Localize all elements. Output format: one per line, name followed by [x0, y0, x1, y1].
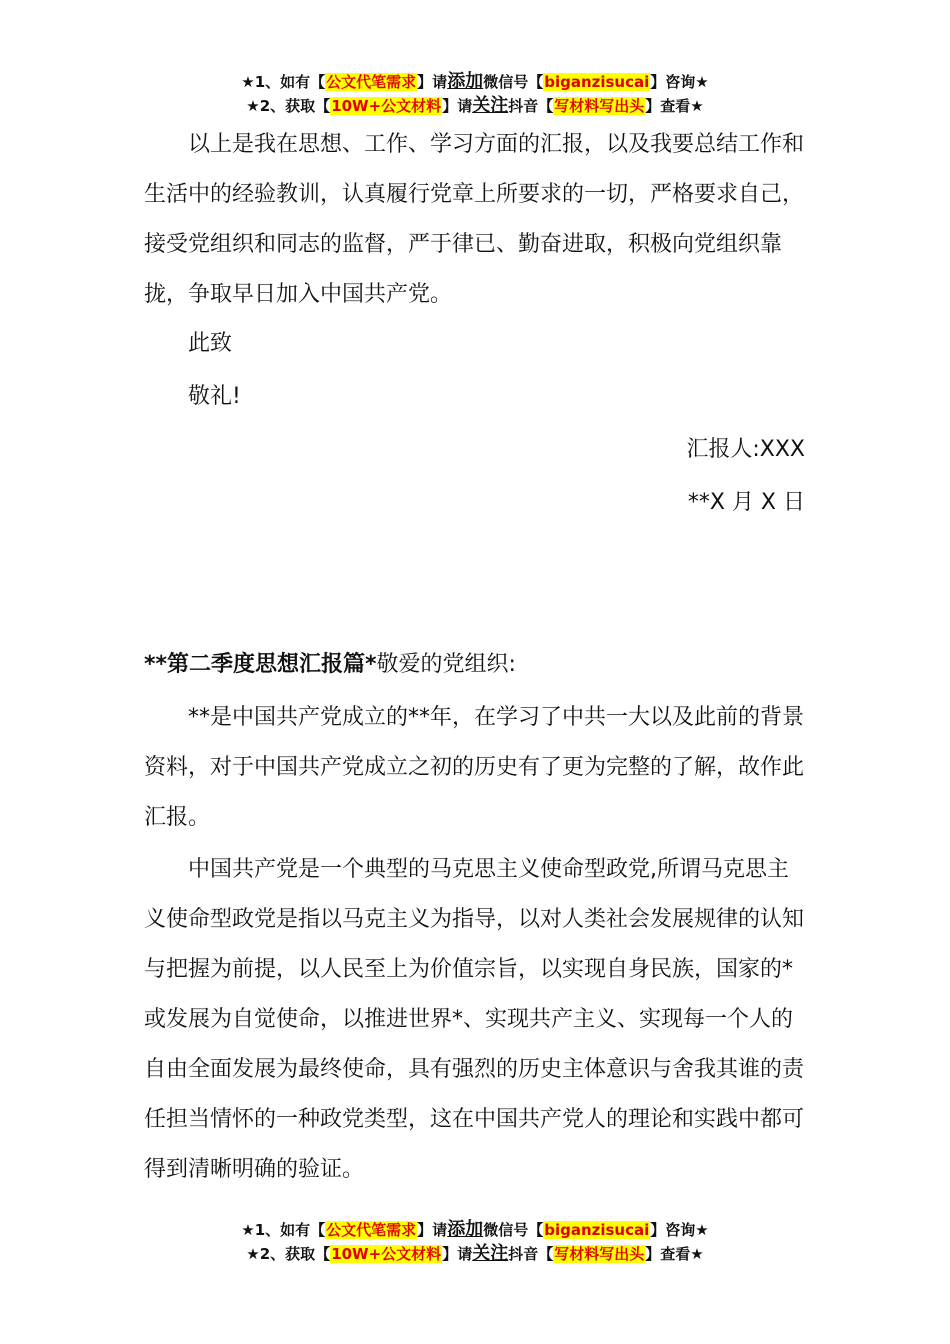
banner-line-2: ★2、获取【10W+公文材料】请关注抖音【写材料写出头】查看★ [246, 95, 704, 116]
banner-line-2: ★2、获取【10W+公文材料】请关注抖音【写材料写出头】查看★ [246, 1243, 704, 1264]
greeting: 敬爱的党组织: [376, 652, 516, 677]
highlight-materials: 10W+公文材料 [331, 97, 442, 115]
section-title-bold: **第二季度思想汇报篇* [144, 652, 377, 677]
footer-banner [0, 1218, 950, 1266]
banner-line-1: ★1、如有【公文代笔需求】请添加微信号【biganzisucai】咨询★ [241, 1219, 709, 1240]
date: **X 月 X 日 [687, 490, 805, 515]
add-emphasis: 添加 [447, 71, 484, 92]
banner-line-1: ★1、如有【公文代笔需求】请添加微信号【biganzisucai】咨询★ [241, 71, 709, 92]
section-title [144, 640, 844, 690]
add-emphasis: 添加 [447, 1219, 484, 1240]
highlight-douyin: 写材料写出头 [554, 97, 645, 115]
highlight-materials: 10W+公文材料 [331, 1245, 442, 1263]
highlight-service: 公文代笔需求 [326, 1221, 417, 1239]
highlight-wechat-id: biganzisucai [544, 1221, 650, 1239]
follow-emphasis: 关注 [472, 1243, 509, 1264]
paragraph-1: **是中国共产党成立的**年，在学习了中共一大以及此前的背景资料，对于中国共产党成立之初的历史有了更为完整的了解，故作此汇报。 [144, 705, 805, 830]
highlight-service: 公文代笔需求 [326, 73, 417, 91]
follow-emphasis: 关注 [472, 95, 509, 116]
signer: 汇报人:XXX [686, 437, 805, 462]
salutation-1: 此致 [188, 331, 233, 356]
header-banner [0, 70, 950, 118]
salutation-2: 敬礼! [188, 384, 241, 409]
closing-paragraph: 以上是我在思想、工作、学习方面的汇报，以及我要总结工作和生活中的经验教训，认真履行党章上所要求的一切，严格要求自己，接受党组织和同志的监督，严于律已、勤奋进取，积极向党组织靠拢，争取早日加入中国共产党。 [144, 132, 805, 307]
paragraph-2: 中国共产党是一个典型的马克思主义使命型政党,所谓马克思主义使命型政党是指以马克主义为指导，以对人类社会发展规律的认知与把握为前提，以人民至上为价值宗旨，以实现自身民族，国家的*或发展为自觉使命，以推进世界*、实现共产主义、实现每一个人的自由全面发展为最终使命，具有强烈的历史主体意识与舍我其谁的责任担当情怀的一种政党类型，这在中国共产党人的理论和实践中都可得到清晰明确的验证。 [144, 857, 805, 1182]
highlight-douyin: 写材料写出头 [554, 1245, 645, 1263]
highlight-wechat-id: biganzisucai [544, 73, 650, 91]
